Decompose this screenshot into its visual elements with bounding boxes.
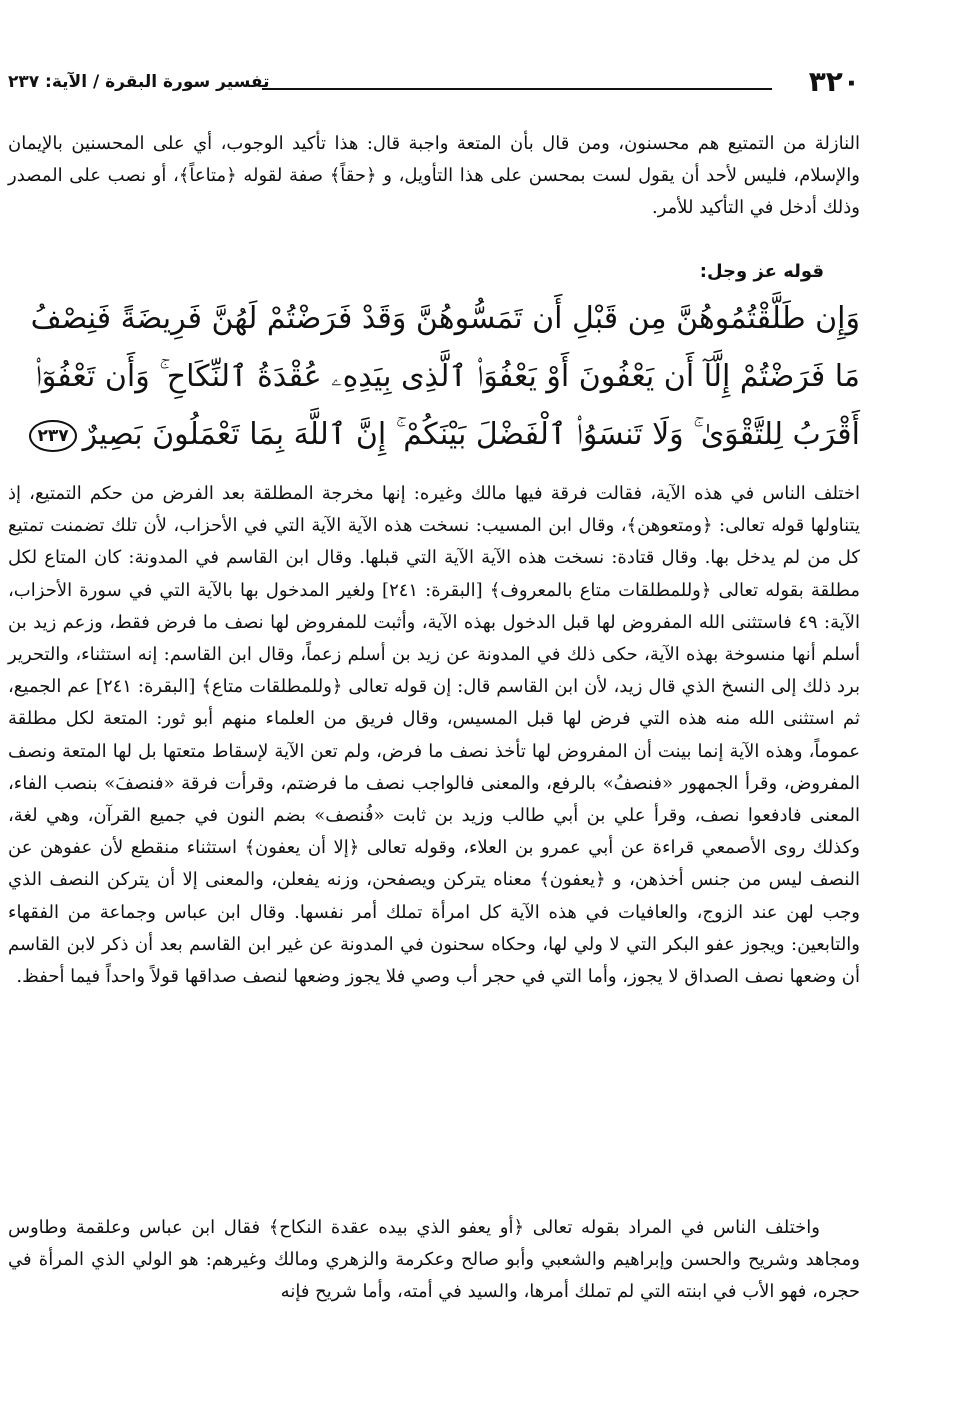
verse-label-block xyxy=(700,258,824,286)
header-rule xyxy=(262,88,772,90)
paragraph-3: واختلف الناس في المراد بقوله تعالى ﴿أو يعفو الذي بيده عقدة النكاح﴾ فقال ابن عباس وعلقمة وطاوس ومجاهد وشريح والحسن وإبراهيم والشعبي وأبو صالح وعكرمة والزهري ومالك وغيرهم: هو الولي الذي المرأة في حجره، فهو الأب في ابنته التي لم تملك أمرها، والسيد في أمته، وأما شريح فإنه xyxy=(8,1217,860,1303)
quran-verse-block xyxy=(8,290,860,464)
page-number: ٣٢٠ xyxy=(808,65,860,98)
verse-label: قوله عز وجل: xyxy=(699,261,824,282)
running-title: تفسير سورة البقرة / الآية: ٢٣٧ xyxy=(8,72,270,92)
page-header xyxy=(8,64,860,104)
quran-verse xyxy=(8,290,860,464)
paragraph-2: اختلف الناس في هذه الآية، فقالت فرقة فيها مالك وغيره: إنها مخرجة المطلقة بعد الفرض من حكم التمتيع، إذ يتناولها قوله تعالى: ﴿ومتعوهن﴾، وقال ابن المسيب: نسخت هذه الآية الآية التي في الأحزاب، لأن تلك تضمنت تمتيع كل من لم يدخل بها. وقال قتادة: نسخت هذه الآية الآية التي قبلها. وقال ابن القاسم في المدونة: كان المتاع لكل مطلقة بقوله تعالى ﴿وللمطلقات متاع بالمعروف﴾ [البقرة: ٢٤١] ولغير المدخول بها بالآية التي في سورة الأحزاب، الآية: ٤٩ فاستثنى الله المفروض لها قبل الدخول بهذه الآية، وأثبت للمفروض لها نصف ما فرض فقط، وزعم زيد بن أسلم أنها منسوخة بهذه الآية، حكى ذلك في المدونة عن زيد بن أسلم زعماً، وقال ابن القاسم: إنه استثناء، والتحرير برد ذلك إلى النسخ الذي قال زيد، لأن ابن القاسم قال: إن قوله تعالى ﴿وللمطلقات متاع﴾ [البقرة: ٢٤١] عم الجميع، ثم استثنى الله منه هذه التي فرض لها قبل المسيس، وقال فريق من العلماء منهم أبو ثور: المتعة لكل مطلقة عموماً، وهذه الآية إنما بينت أن المفروض لها تأخذ نصف ما فرض، ولم تعن الآية لإسقاط متعتها بل لها المتعة ونصف المفروض، وقرأ الجمهور «فنصفُ» بالرفع، والمعنى فالواجب نصف ما فرضتم، وقرأت فرقة «فنصفَ» بنصب الفاء، المعنى فادفعوا نصف، وقرأ علي بن أبي طالب وزيد بن ثابت «فُنصف» بضم النون في جميع القرآن، وهي لغة، وكذلك روى الأصمعي قراءة عن أبي عمرو بن العلاء، وقوله تعالى ﴿إلا أن يعفون﴾ استثناء منقطع لأن عفوهن عن النصف ليس من جنس أخذهن، و ﴿يعفون﴾ معناه يتركن ويصفحن، وزنه يفعلن، والمعنى إلا أن يتركن النصف الذي وجب لهن عند الزوج، والعافيات في هذه الآية كل امرأة تملك أمر نفسها. وقال ابن عباس وجماعة من الفقهاء والتابعين: ويجوز عفو البكر التي لا ولي لها، وحكاه سحنون في المدونة عن غير ابن القاسم بعد أن ذكر لابن القاسم أن وضعها نصف الصداق لا يجوز، وأما التي في حجر أب وصي فلا يجوز وضعها لنصف صداقها قولاً واحداً فيما أحفظ. xyxy=(8,483,860,988)
paragraph-2-block xyxy=(8,478,860,993)
ayah-number-marker: ٢٣٧ xyxy=(29,420,76,452)
paragraph-1-block xyxy=(8,128,860,225)
paragraph-1: النازلة من التمتيع هم محسنون، ومن قال بأن المتعة واجبة قال: هذا تأكيد الوجوب، أي على المحسنين بالإيمان والإسلام، فليس لأحد أن يقول لست بمحسن على هذا التأويل، و ﴿حقاً﴾ صفة لقوله ﴿متاعاً﴾، أو نصب على المصدر وذلك أدخل في التأكيد للأمر. xyxy=(8,133,860,219)
quran-verse-text: وَإِن طَلَّقْتُمُوهُنَّ مِن قَبْلِ أَن تَمَسُّوهُنَّ وَقَدْ فَرَضْتُمْ لَهُنَّ فَرِيضَةً فَنِصْفُ مَا فَرَضْتُمْ إِلَّآ أَن يَعْفُونَ أَوْ يَعْفُوَا۟ ٱلَّذِى بِيَدِهِۦ عُقْدَةُ ٱلنِّكَاحِ ۚ وَأَن تَعْفُوٓا۟ أَقْرَبُ لِلتَّقْوَىٰ ۚ وَلَا تَنسَوُا۟ ٱلْفَضْلَ بَيْنَكُمْ ۚ إِنَّ ٱللَّهَ بِمَا تَعْمَلُونَ بَصِيرٌ xyxy=(30,301,860,452)
paragraph-3-block xyxy=(8,1212,860,1309)
